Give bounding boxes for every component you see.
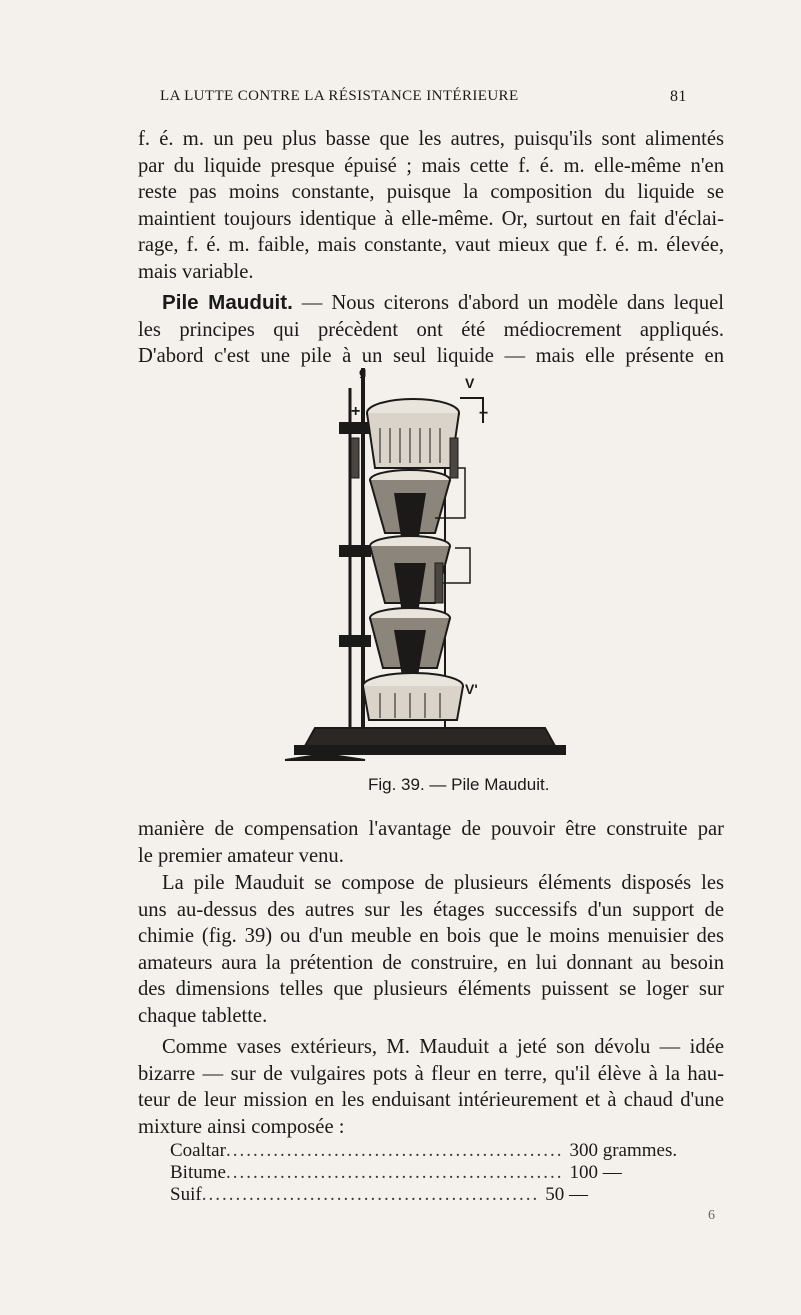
paragraph-4	[138, 870, 724, 1030]
text-line: mais variable.	[138, 260, 254, 283]
ingredient-qty: 100 —	[569, 1162, 622, 1183]
clamp	[340, 423, 370, 433]
top-pot	[367, 413, 459, 468]
clamp	[340, 546, 370, 556]
recipe-row	[170, 1162, 630, 1184]
recipe-list	[170, 1140, 678, 1206]
leader-dots: ..................................................	[225, 1162, 564, 1183]
bottom-pot	[363, 686, 463, 720]
paragraph-3	[138, 816, 724, 869]
paragraph-pile-mauduit	[138, 290, 724, 370]
ingredient-qty: 50 —	[545, 1184, 588, 1205]
leader-dots: ..................................................	[201, 1184, 540, 1205]
text-line: des dimensions telles que plusieurs éléments puissent se loger sur	[138, 978, 724, 1001]
ingredient-name: Bitume	[170, 1162, 226, 1183]
text-line: teur de leur mission en les enduisant intérieurement et à chaud d'une	[138, 1089, 724, 1112]
text-line: manière de compensation l'avantage de pouvoir être construite par	[138, 818, 724, 840]
text-line: amateurs aura la prétention de construire, en lui donnant au besoin	[138, 951, 724, 974]
label-v: V	[465, 375, 475, 391]
text-line: D'abord c'est une pile à un seul liquide — mais elle présente en	[138, 345, 724, 368]
paragraph-5	[138, 1034, 724, 1140]
figure-caption: Fig. 39. — Pile Mauduit.	[368, 775, 550, 794]
clamp	[340, 636, 370, 646]
figure-pile-mauduit	[255, 365, 575, 778]
text-line: — Nous citerons d'abord un modèle dans lequel	[292, 292, 724, 314]
text-line: f. é. m. un peu plus basse que les autres, puisqu'ils sont alimentés	[138, 128, 724, 150]
text-line: maintient toujours identique à elle-même. Or, surtout en fait d'éclai-	[138, 207, 724, 230]
label-g: g	[359, 365, 367, 379]
ingredient-name: Suif	[170, 1184, 202, 1205]
text-line: chimie (fig. 39) ou d'un meuble en bois que le moins menuisier des	[138, 925, 724, 948]
signature-mark: 6	[708, 1208, 715, 1223]
text-line: reste pas moins constante, puisque la composition du liquide se	[138, 181, 724, 204]
text-line: rage, f. é. m. faible, mais constante, vaut mieux que f. é. m. élevée,	[138, 234, 724, 257]
label-v-prime: V'	[465, 681, 478, 697]
section-heading: Pile Mauduit.	[162, 291, 293, 314]
ingredient-qty: 300 grammes.	[569, 1140, 678, 1161]
text-line: les principes qui précèdent ont été médiocrement appliqués.	[138, 318, 724, 341]
paragraph-1	[138, 126, 724, 286]
text-line: uns au-dessus des autres sur les étages successifs d'un support de	[138, 898, 724, 921]
running-title: LA LUTTE CONTRE LA RÉSISTANCE INTÉRIEURE	[160, 88, 519, 104]
recipe-row	[170, 1140, 678, 1162]
leader-dots: ..................................................	[225, 1140, 564, 1161]
text-line: par du liquide presque épuisé ; mais cette f. é. m. elle-même n'en	[138, 154, 724, 177]
text-line: mixture ainsi composée :	[138, 1115, 345, 1138]
text-line: Comme vases extérieurs, M. Mauduit a jeté son dévolu — idée	[162, 1036, 724, 1058]
text-line: La pile Mauduit se compose de plusieurs éléments disposés les	[162, 872, 724, 894]
page-number: 81	[670, 88, 687, 105]
text-line: le premier amateur venu.	[138, 844, 344, 867]
label-plus: +	[351, 403, 361, 420]
base-plate	[305, 728, 555, 746]
ingredient-name: Coaltar	[170, 1140, 226, 1161]
text-line: bizarre — sur de vulgaires pots à fleur en terre, qu'il élève à la hau-	[138, 1062, 724, 1085]
recipe-row	[170, 1184, 630, 1206]
label-minus: −	[479, 405, 489, 422]
text-line: chaque tablette.	[138, 1004, 268, 1027]
base-foot	[295, 746, 565, 754]
